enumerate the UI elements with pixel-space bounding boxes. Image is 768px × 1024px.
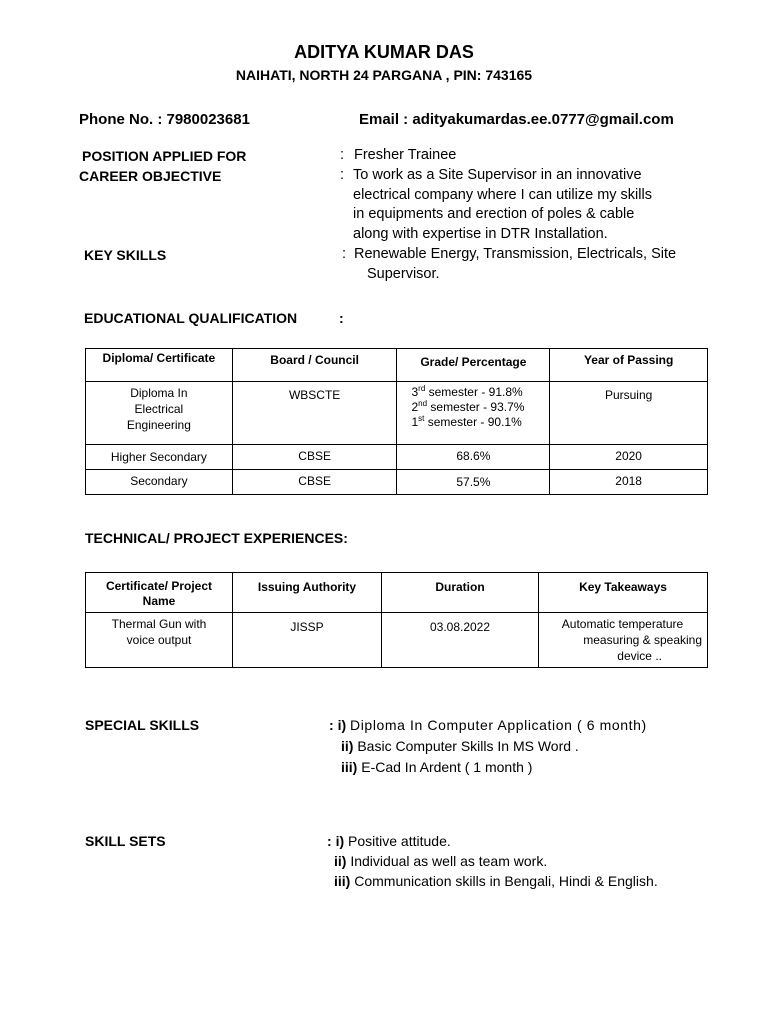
position-label: POSITION APPLIED FOR <box>82 148 247 164</box>
key-skills-line: Supervisor. <box>367 265 440 282</box>
takeaway-line: Automatic temperature <box>561 617 684 631</box>
candidate-address: NAIHATI, NORTH 24 PARGANA , PIN: 743165 <box>235 67 533 83</box>
header-cell: Diploma/ Certificate <box>86 349 233 382</box>
board-cell: CBSE <box>232 445 397 470</box>
header-cell: Key Takeaways <box>539 573 708 613</box>
list-item: : i) Positive attitude. <box>327 833 451 849</box>
position-value: Fresher Trainee <box>354 147 457 163</box>
objective-text <box>353 166 652 244</box>
list-item: : i) Diploma In Computer Application ( 6 month) <box>329 717 647 733</box>
objective-line: electrical company where I can utilize my skills <box>353 186 652 203</box>
board-cell: CBSE <box>232 470 397 495</box>
year-cell: Pursuing <box>550 382 708 445</box>
grade-cell: 68.6% <box>397 445 550 470</box>
year-cell: 2018 <box>550 470 708 495</box>
objective-line: in equipments and erection of poles & cable <box>353 206 635 222</box>
authority-cell: JISSP <box>233 613 382 668</box>
education-heading: EDUCATIONAL QUALIFICATION <box>84 310 298 326</box>
key-skills-colon: : <box>342 246 347 262</box>
diploma-name-line: Engineering <box>126 418 191 432</box>
list-item: iii) Communication skills in Bengali, Hindi & English. <box>334 873 658 889</box>
position-colon: : <box>340 147 345 163</box>
grade-cell <box>397 382 550 445</box>
takeaway-line: measuring & speaking <box>583 633 702 647</box>
board-cell: WBSCTE <box>232 382 397 445</box>
projects-table <box>85 572 708 668</box>
project-name-line: voice output <box>126 633 192 647</box>
special-skills-list <box>329 715 647 778</box>
grade-line: 2nd semester - 93.7% <box>411 399 525 414</box>
email-line <box>359 111 674 128</box>
objective-label: CAREER OBJECTIVE <box>79 168 222 184</box>
phone-number: 7980023681 <box>166 111 250 128</box>
candidate-name: ADITYA KUMAR DAS <box>294 42 474 62</box>
takeaway-line: device .. <box>617 649 662 663</box>
table-row <box>86 613 708 668</box>
table-row <box>86 470 708 495</box>
list-item: ii) Individual as well as team work. <box>334 853 548 869</box>
grade-cell: 57.5% <box>397 470 550 495</box>
qualification-cell: Higher Secondary <box>86 445 233 470</box>
header-cell: Year of Passing <box>550 349 708 382</box>
header-cell: Issuing Authority <box>233 573 382 613</box>
education-colon: : <box>339 310 344 326</box>
project-name-cell <box>86 613 233 668</box>
duration-cell: 03.08.2022 <box>382 613 539 668</box>
email-address: adityakumardas.ee.0777@gmail.com <box>412 111 674 128</box>
projects-heading: TECHNICAL/ PROJECT EXPERIENCES: <box>85 530 348 546</box>
header-cell: Board / Council <box>232 349 397 382</box>
grade-line: 1st semester - 90.1% <box>411 414 522 429</box>
list-item: iii) E-Cad In Ardent ( 1 month ) <box>341 759 533 775</box>
skill-sets-list <box>327 831 658 891</box>
list-item: ii) Basic Computer Skills In MS Word . <box>341 738 579 754</box>
header-cell: Certificate/ Project Name <box>86 573 233 613</box>
table-header-row <box>86 349 708 382</box>
key-skills-line: Renewable Energy, Transmission, Electricals, Site <box>354 246 677 262</box>
diploma-name-line: Diploma In <box>130 386 188 400</box>
year-cell: 2020 <box>550 445 708 470</box>
special-skills-label: SPECIAL SKILLS <box>85 717 200 733</box>
project-name-line: Thermal Gun with <box>111 617 207 631</box>
objective-line: along with expertise in DTR Installation. <box>353 225 608 242</box>
objective-line: To work as a Site Supervisor in an innovative <box>353 167 642 183</box>
key-skills-text <box>354 245 676 284</box>
header-cell: Grade/ Percentage <box>397 349 550 382</box>
qualification-cell: Secondary <box>86 470 233 495</box>
takeaway-cell <box>539 613 708 668</box>
phone-label: Phone No. : <box>79 111 163 128</box>
key-skills-label: KEY SKILLS <box>84 247 167 263</box>
table-header-row <box>86 573 708 613</box>
table-row <box>86 382 708 445</box>
grade-line: 3rd semester - 91.8% <box>411 384 523 399</box>
skill-sets-label: SKILL SETS <box>85 833 166 849</box>
education-table <box>85 348 708 495</box>
phone-line <box>79 111 250 128</box>
diploma-name-cell <box>86 382 233 445</box>
table-row <box>86 445 708 470</box>
email-label: Email : <box>359 111 409 128</box>
header-cell: Duration <box>382 573 539 613</box>
diploma-name-line: Electrical <box>134 402 184 416</box>
objective-colon: : <box>340 167 345 183</box>
